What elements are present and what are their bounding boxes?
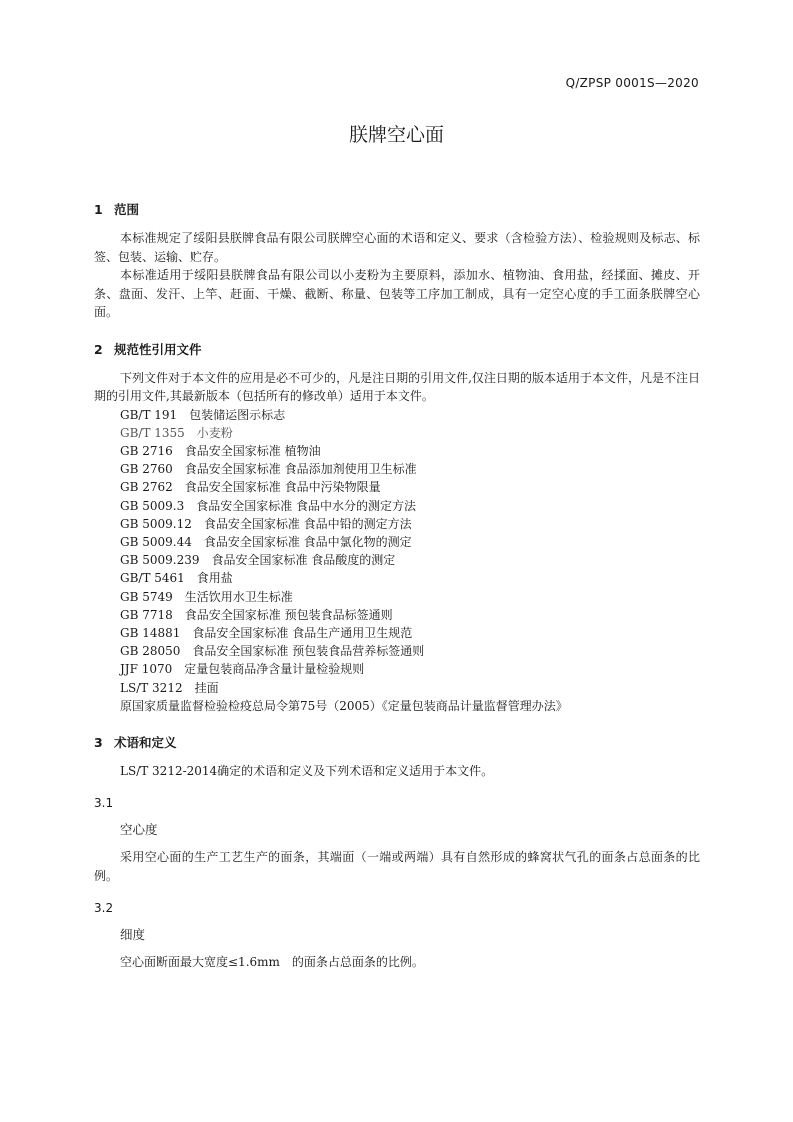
section-2-heading	[94, 339, 700, 361]
reference-item: GB 14881 食品安全国家标准 食品生产通用卫生规范	[120, 625, 413, 640]
section-title: 规范性引用文件	[114, 341, 202, 357]
section-number: 2	[94, 341, 103, 357]
document-title: 朕牌空心面	[348, 124, 444, 146]
reference-item: GB 28050 食品安全国家标准 预包装食品营养标签通则	[120, 644, 425, 659]
reference-item: GB 5749 生活饮用水卫生标准	[120, 589, 293, 604]
term-name: 细度	[120, 927, 146, 943]
reference-list	[94, 406, 700, 715]
section-number: 1	[94, 202, 103, 217]
section-number: 3	[94, 734, 103, 750]
references-intro: 下列文件对于本文件的应用是必不可少的，凡是注日期的引用文件,仅注日期的版本适用于本文件，凡是不注日期的引用文件,其最新版本（包括所有的修改单）适用于本文件。	[94, 370, 700, 403]
reference-item: GB 5009.12 食品安全国家标准 食品中铅的测定方法	[120, 516, 412, 531]
reference-item: JJF 1070 定量包装商品净含量计量检验规则	[120, 662, 365, 677]
reference-item: GB/T 191 包装储运图示标志	[120, 407, 286, 422]
section-3-heading	[94, 732, 700, 754]
reference-item: GB 5009.44 食品安全国家标准 食品中氯化物的测定	[120, 534, 412, 549]
terms-intro: LS/T 3212-2014确定的术语和定义及下列术语和定义适用于本文件。	[120, 763, 494, 778]
standard-number: Q/ZPSP 0001S—2020	[565, 76, 699, 90]
reference-item: GB/T 1355 小麦粉	[120, 425, 233, 440]
section-title: 范围	[114, 202, 140, 217]
scope-paragraph-1: 本标准规定了绥阳县朕牌食品有限公司朕牌空心面的术语和定义、要求（含检验方法）、检验规则及标志、标签、包装、运输、贮存。	[94, 231, 700, 264]
section-1-heading	[94, 199, 700, 221]
reference-item: GB 5009.239 食品安全国家标准 食品酸度的测定	[120, 553, 396, 568]
reference-item: 原国家质量监督检验检疫总局令第75号（2005）《定量包装商品计量监督管理办法》	[120, 698, 568, 713]
term-definition: 空心面断面最大宽度≤1.6mm 的面条占总面条的比例。	[120, 955, 424, 970]
reference-item: GB 2760 食品安全国家标准 食品添加剂使用卫生标准	[120, 462, 417, 477]
term-definition: 采用空心面的生产工艺生产的面条，其端面（一端或两端）具有自然形成的蜂窝状气孔的面条占总面条的比例。	[94, 850, 700, 883]
reference-item: GB/T 5461 食用盐	[120, 571, 233, 586]
reference-item: LS/T 3212 挂面	[120, 680, 219, 695]
section-title: 术语和定义	[114, 734, 177, 750]
term-name: 空心度	[120, 822, 158, 838]
scope-paragraph-2: 本标准适用于绥阳县朕牌食品有限公司以小麦粉为主要原料，添加水、植物油、食用盐，经揉面、摊皮、开条、盘面、发汗、上竿、赶面、干燥、截断、称量、包装等工序加工制成，具有一定空心度的手工面条朕牌空心面。	[94, 268, 700, 319]
reference-item: GB 5009.3 食品安全国家标准 食品中水分的测定方法	[120, 498, 417, 513]
term-number: 3.2	[94, 901, 114, 916]
term-number: 3.1	[94, 796, 114, 811]
reference-item: GB 2762 食品安全国家标准 食品中污染物限量	[120, 480, 381, 495]
reference-item: GB 2716 食品安全国家标准 植物油	[120, 443, 321, 458]
reference-item: GB 7718 食品安全国家标准 预包装食品标签通则	[120, 607, 393, 622]
document-body	[94, 199, 700, 972]
